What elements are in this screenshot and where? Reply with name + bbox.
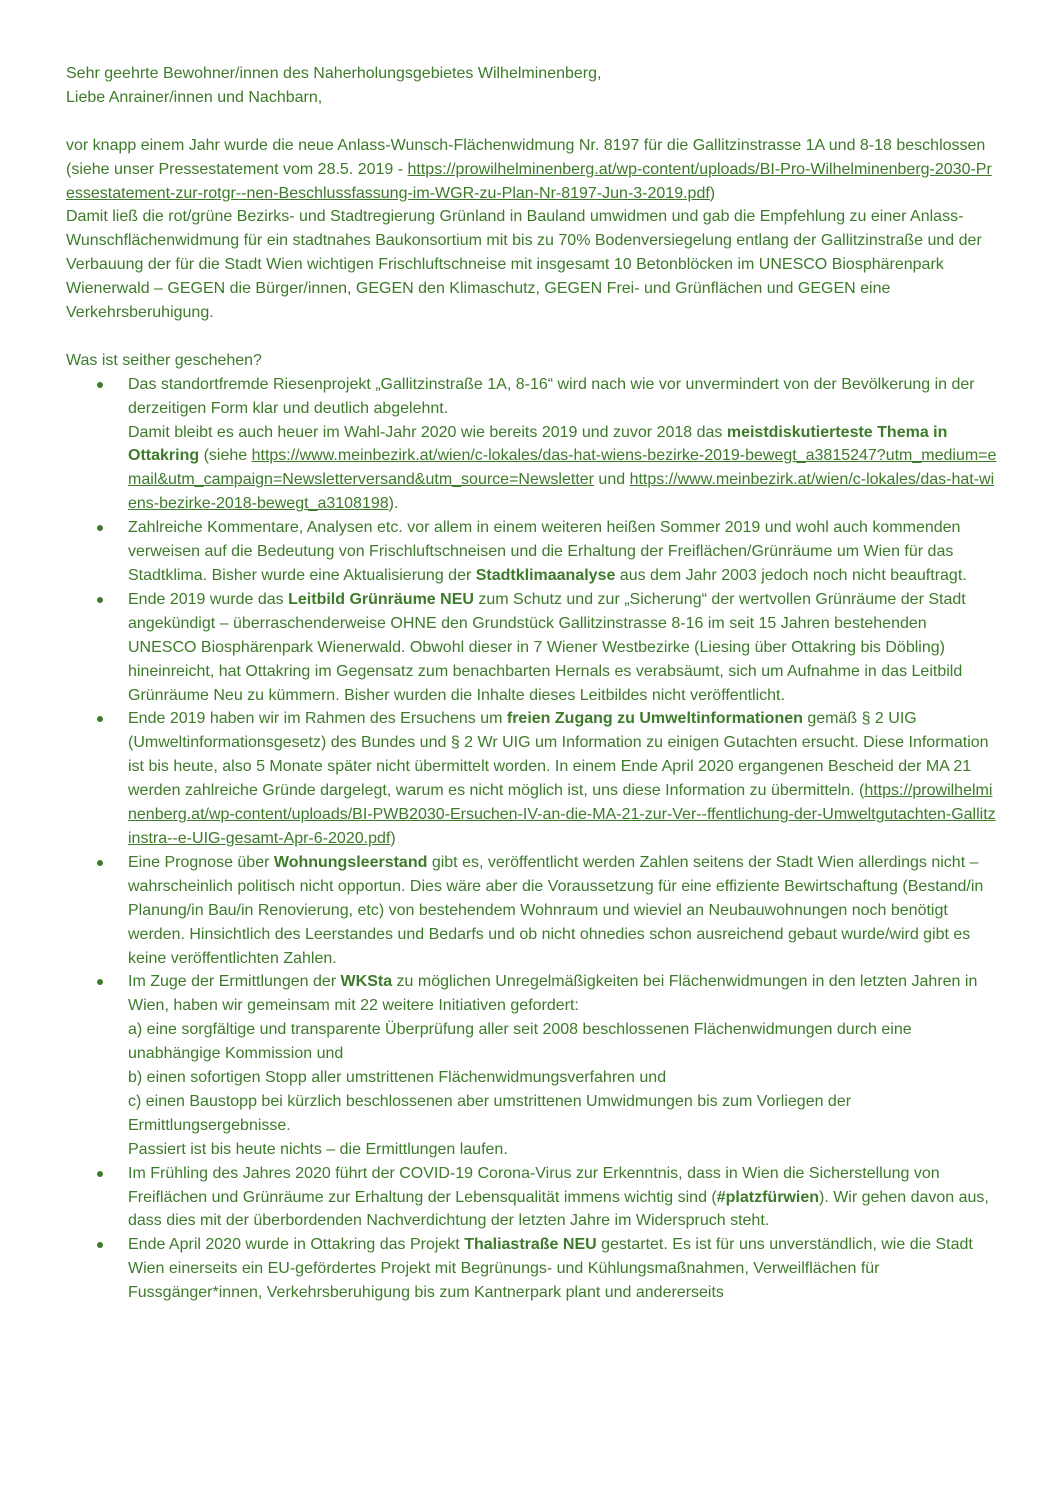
b8-bold: Thaliastraße NEU xyxy=(464,1236,597,1254)
b8-text2: gestartet. Es ist für uns unverständlich, wie die Stadt Wien einerseits ein EU-gefördertes Projekt mit Begrünungs- und Kühlungsmaßnahmen, Verweilflächen für Fussgänger*innen, Verkehrsberuhigung bis zum Kantnerpark plant und andererseits xyxy=(128,1236,973,1302)
b6-result: Passiert ist bis heute nichts – die Ermittlungen laufen. xyxy=(128,1140,508,1158)
list-item xyxy=(66,1162,998,1234)
b7-bold: #platzfürwien xyxy=(716,1188,819,1206)
b4-text1: Ende 2019 haben wir im Rahmen des Ersuchens um xyxy=(128,710,507,728)
list-item xyxy=(66,373,998,516)
greeting-line-2: Liebe Anrainer/innen und Nachbarn, xyxy=(66,88,323,106)
b1-bold: meistdiskutierteste Thema in Ottakring xyxy=(128,423,948,465)
b2-paragraph xyxy=(128,516,998,588)
b7-text2: ). Wir gehen davon aus, dass dies mit der überbordenden Nachverdichtung der letzten Jahre im Widerspruch steht. xyxy=(128,1188,989,1230)
b6-demand-a: a) eine sorgfältige und transparente Überprüfung aller seit 2008 beschlossenen Flächenwidmungen durch eine unabhängige Kommission und xyxy=(128,1021,912,1063)
b3-text1: Ende 2019 wurde das xyxy=(128,590,289,608)
bullet-icon xyxy=(97,1171,103,1177)
b6-bold: WKSta xyxy=(340,973,393,991)
b1-and: und xyxy=(593,471,630,489)
bullet-icon xyxy=(97,382,103,388)
b7-paragraph xyxy=(128,1162,998,1234)
b1-paragraph xyxy=(128,421,998,517)
greeting-line-1: Sehr geehrte Bewohner/innen des Naherholungsgebietes Wilhelminenberg, xyxy=(66,65,602,82)
b1-text1: Das standortfremde Riesenprojekt „Gallitzinstraße 1A, 8-16“ wird nach wie vor unvermindert von der Bevölkerung in der derzeitigen Form klar und deutlich abgelehnt. xyxy=(128,375,975,417)
b5-bold: Wohnungsleerstand xyxy=(273,853,428,871)
b7-text1: Im Frühling des Jahres 2020 führt der COVID-19 Corona-Virus zur Erkenntnis, dass in Wien die Sicherstellung von Freiflächen und Grünräume zur Erhaltung der Lebensqualität immens wichtig sind ( xyxy=(128,1164,940,1206)
intro-text: vor knapp einem Jahr wurde die neue Anlass-Wunsch-Flächenwidmung Nr. 8197 für die Gallitzinstrasse 1A und 8-18 beschlossen (siehe unser Pressestatement vom 28.5. 2019 - xyxy=(66,136,986,178)
b5-text2: gibt es, veröffentlicht werden Zahlen seitens der Stadt Wien allerdings nicht – wahrscheinlich politisch nicht opportun. Dies wäre aber die Voraussetzung für eine effiziente Bewirtschaftung (Bestand/in Planung/in Bau/in Renovierung, etc) von bestehendem Wohnraum und wieviel an Neubauwohnungen noch benötigt werden. Hinsichtlich des Leerstandes und Bedarfs und ob nicht ohnedies schon ausreichend gebaut wurde/wird gibt es keine veröffentlichten Zahlen. xyxy=(128,853,984,967)
b6-paragraph xyxy=(128,970,998,1018)
intro-end: ) xyxy=(709,184,716,202)
b1-text2: Damit bleibt es auch heuer im Wahl-Jahr 2020 wie bereits 2019 und zuvor 2018 das xyxy=(128,423,727,441)
bullet-icon xyxy=(97,860,103,866)
b5-text1: Eine Prognose über xyxy=(128,853,274,871)
b6-text1: Im Zuge der Ermittlungen der xyxy=(128,973,341,991)
b2-text1: Zahlreiche Kommentare, Analysen etc. vor allem in einem weiteren heißen Sommer 2019 und wohl auch kommenden verweisen auf die Bedeutung von Frischluftschneisen und die Erhaltung der Freiflächen/Grünräume um Wien für das Stadtklima. Bisher wurde eine Aktualisierung der xyxy=(128,519,961,584)
b3-paragraph xyxy=(128,588,998,708)
b4-text2: gemäß § 2 UIG (Umweltinformationsgesetz) des Bundes und § 2 Wr UIG um Information zu einigen Gutachten ersucht. Diese Information ist bis heute, also 5 Monate später nicht übermittelt worden. In einem Ende April 2020 ergangenen Bescheid der MA 21 werden zahlreiche Gründe dargelegt, warum es nicht möglich ist, uns diese Information zu übermitteln. ( xyxy=(128,710,989,800)
list-item xyxy=(66,707,998,850)
b4-end: ) xyxy=(390,829,396,847)
intro-paragraph-2: Damit ließ die rot/grüne Bezirks- und Stadtregierung Grünland in Bauland umwidmen und gab die Empfehlung zu einer Anlass-Wunschflächenwidmung für ein stadtnahes Baukonsortium mit bis zu 70% Bodenversiegelung entlang der Gallitzinstraße und der Verbauung der für die Stadt Wien wichtigen Frischluftschneise mit insgesamt 10 Betonblöcken im UNESCO Biosphärenpark Wienerwald – GEGEN die Bürger/innen, GEGEN den Klimaschutz, GEGEN Frei- und Grünflächen und GEGEN eine Verkehrsberuhigung. xyxy=(66,208,982,322)
bullet-icon xyxy=(97,716,103,722)
list-item xyxy=(66,516,998,588)
b5-paragraph xyxy=(128,851,998,971)
bullet-icon xyxy=(97,979,103,985)
meinbezirk-2019-link[interactable]: https://www.meinbezirk.at/wien/c-lokales/das-hat-wiens-bezirke-2019-bewegt_a3815247?utm_medium=email&utm_campaign=Newsletterversand&utm_source=Newsletter xyxy=(128,447,997,489)
b6-text2: zu möglichen Unregelmäßigkeiten bei Flächenwidmungen in den letzten Jahren in Wien, haben wir gemeinsam mit 22 weitere Initiativen gefordert: xyxy=(128,973,978,1015)
intro-paragraph-1 xyxy=(66,134,998,206)
bullet-list xyxy=(66,373,998,1305)
meinbezirk-2018-link[interactable]: https://www.meinbezirk.at/wien/c-lokales/das-hat-wiens-bezirke-2018-bewegt_a3108198 xyxy=(128,471,995,513)
b1-end: ). xyxy=(388,495,399,513)
b2-bold: Stadtklimaanalyse xyxy=(475,567,616,584)
b8-paragraph xyxy=(128,1233,998,1305)
press-statement-link[interactable]: https://prowilhelminenberg.at/wp-content/uploads/BI-Pro-Wilhelminenberg-2030-Pressestatement-zur-rotgr--nen-Beschlussfassung-im-WGR-zu-Plan-Nr-8197-Jun-3-2019.pdf xyxy=(66,160,992,202)
b6-demand-c: c) einen Baustopp bei kürzlich beschlossenen aber umstrittenen Umwidmungen bis zum Vorliegen der Ermittlungsergebnisse. xyxy=(128,1092,852,1134)
bullet-icon xyxy=(97,1242,103,1248)
b4-paragraph xyxy=(128,707,998,850)
list-item xyxy=(66,588,998,708)
list-item xyxy=(66,1233,998,1305)
b3-bold: Leitbild Grünräume NEU xyxy=(288,590,474,608)
b2-text2: aus dem Jahr 2003 jedoch noch nicht beauftragt. xyxy=(615,567,967,584)
uig-request-link[interactable]: https://prowilhelminenberg.at/wp-content/uploads/BI-PWB2030-Ersuchen-IV-an-die-MA-21-zur-Ver--ffentlichung-der-Umweltgutachten-Gallitzinstra--e-UIG-gesamt-Apr-6-2020.pdf xyxy=(128,782,996,847)
b4-bold: freien Zugang zu Umweltinformationen xyxy=(506,710,803,728)
b3-text2: zum Schutz und zur „Sicherung“ der wertvollen Grünräume der Stadt angekündigt – überraschenderweise OHNE den Grundstück Gallitzinstrasse 8-16 im seit 15 Jahren bestehenden UNESCO Biosphärenpark Wienerwald. Obwohl dieser in 7 Wiener Westbezirke (Liesing über Ottakring bis Döbling) hineinreicht, hat Ottakring im Gegensatz zum benachbarten Hernals es verabsäumt, sich um Aufnahme in das Leitbild Grünräume Neu zu kümmern. Bisher wurden die Inhalte dieses Leitbildes nicht veröffentlicht. xyxy=(128,590,966,704)
list-item xyxy=(66,851,998,971)
list-item xyxy=(66,970,998,1161)
b1-text3: (siehe xyxy=(199,447,252,465)
b8-text1: Ende April 2020 wurde in Ottakring das Projekt xyxy=(128,1236,465,1254)
b6-demand-b: b) einen sofortigen Stopp aller umstrittenen Flächenwidmungsverfahren und xyxy=(128,1069,667,1087)
section-question: Was ist seither geschehen? xyxy=(66,351,262,369)
bullet-icon xyxy=(97,597,103,603)
bullet-icon xyxy=(97,525,103,531)
